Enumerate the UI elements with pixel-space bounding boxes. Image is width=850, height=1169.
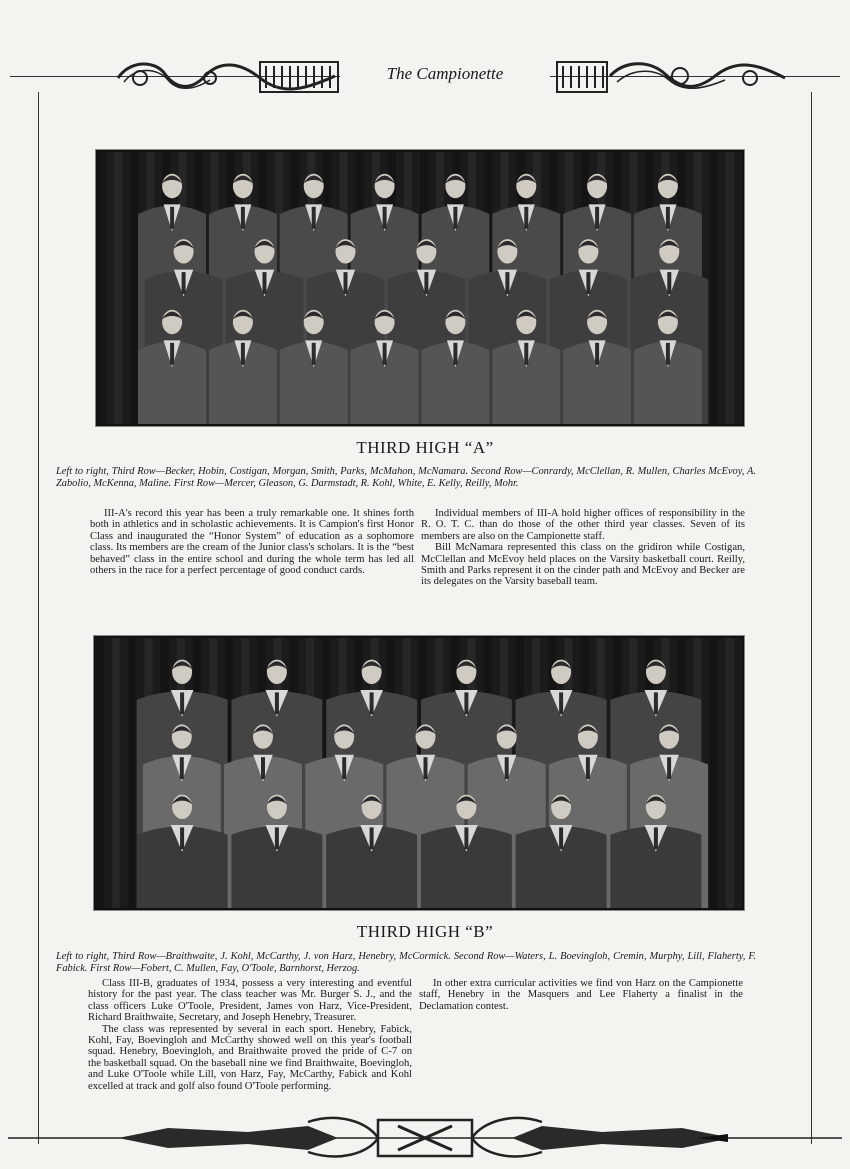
photo-b-curtain-fold: [96, 638, 104, 908]
photo-a-curtain-fold: [710, 152, 718, 424]
section-a-paragraph: III-A's record this year has been a truly remarkable one. It shines forth both in athletics and in scholastic achievements. It is Campion's first Honor Class and inaugurated the “Honor System” of education as a sophomore class. Its members are the cream of the Junior class's scholars. It is the “best behaved” class in the entire school and during the whole term has led all others in the race for a perfect percentage of good conduct cards.: [90, 508, 414, 577]
class-photo-third-high-a: [96, 150, 744, 426]
section-heading-third-high-b: THIRD HIGH “B”: [356, 922, 494, 941]
photo-a-curtain-fold: [726, 152, 734, 424]
section-b-paragraph: Class III-B, graduates of 1934, possess a very interesting and eventful history for the past year. The class teacher was Mr. Burger S. J., and the class officers Luke O'Toole, President, James von Harz, Vice-President, Richard Braithwaite, Secretary, and Joseph Henebry, Treasurer.: [88, 978, 412, 1024]
class-photo-b-figures: [96, 638, 742, 908]
section-b-column-2: [419, 978, 743, 1012]
photo-a-curtain-fold: [98, 152, 106, 424]
photo-caption-a: Left to right, Third Row—Becker, Hobin, Costigan, Morgan, Smith, Parks, McMahon, McNamara. Second Row—Conrardy, McClellan, R. Mullen, Charles McEvoy, A. Zabolio, McKenna, Maline. First Row—Mercer, Gleason, G. Darmstadt, R. Kohl, White, E. Kelly, Reilly, Mohr.: [56, 466, 756, 489]
footer-pen-and-scroll-ornament-icon: [8, 1112, 842, 1162]
section-b-paragraph: The class was represented by several in each sport. Henebry, Fabick, Kohl, Fay, Boevingloh and McCarthy showed well on this year's football squad. Henebry, Boevingloh, and Braithwaite proved the pride of C-7 on the basketball squad. On the baseball nine we find Braithwaite, Boevingloh, and Luke O'Toole while Lill, von Harz, Fay, McCarthy, Fabick and Kohl excelled at track and golf also found O'Toole performing.: [88, 1023, 412, 1092]
photo-a-curtain-fold: [114, 152, 122, 424]
photo-caption-b: Left to right, Third Row—Braithwaite, J. Kohl, McCarthy, J. von Harz, Henebry, McCormick. Second Row—Waters, L. Boevingloh, Cremin, Murphy, Lill, Flaherty, F. Fabick. First Row—Fobert, C. Mullen, Fay, O'Toole, Barnhorst, Herzog.: [56, 951, 756, 974]
section-heading-third-high-a: THIRD HIGH “A”: [356, 438, 494, 457]
section-b-paragraph: In other extra curricular activities we find von Harz on the Campionette staff, Henebry in the Masquers and Lee Flaherty a finalist in the Declamation contest.: [419, 978, 743, 1012]
section-a-column-1: [90, 508, 414, 576]
section-a-column-2: [421, 508, 745, 588]
photo-b-curtain-fold: [726, 638, 734, 908]
section-a-paragraph: Individual members of III-A hold higher offices of responsibility in the R. O. T. C. than do those of the other third year classes. Seven of its members are also on the Campionette staff.: [421, 508, 745, 542]
section-a-paragraph: Bill McNamara represented this class on the gridiron while Costigan, McClellan and McEvoy held places on the Varsity basketball court. Reilly, Smith and Parks represent it on the cinder path and McEvoy and Becker are its delegates on the Varsity baseball team.: [421, 542, 745, 588]
running-title: The Campionette: [340, 64, 550, 84]
section-b-column-1: [88, 978, 412, 1092]
class-photo-third-high-b: [94, 636, 744, 910]
photo-b-curtain-fold: [128, 638, 136, 908]
class-photo-a-figures: [98, 152, 742, 424]
photo-a-curtain-fold: [130, 152, 138, 424]
photo-b-curtain-fold: [710, 638, 718, 908]
photo-b-curtain-fold: [112, 638, 120, 908]
